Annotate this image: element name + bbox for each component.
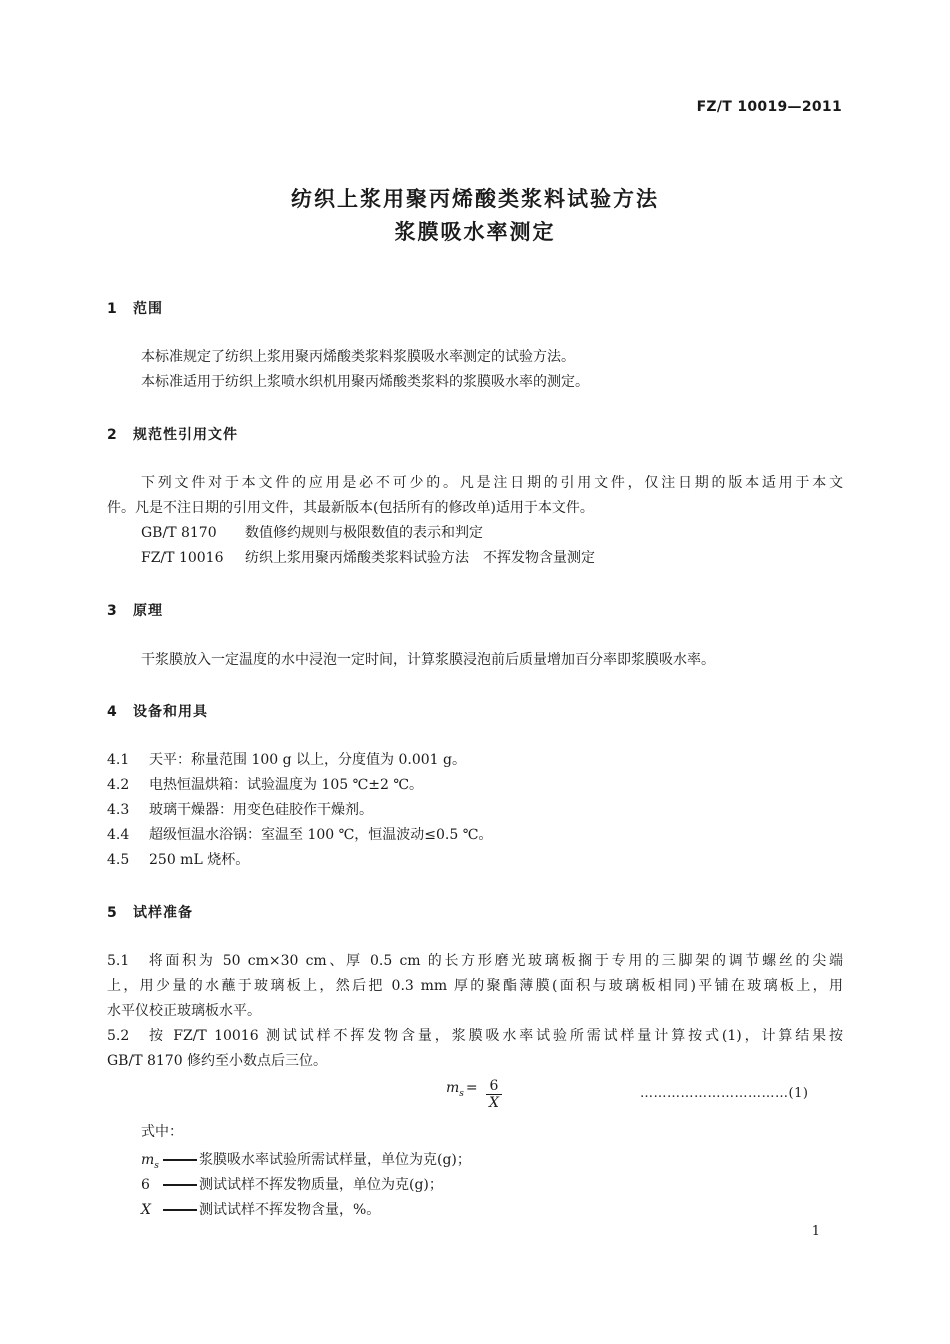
page-number: 1 bbox=[811, 1224, 820, 1239]
variable-definition bbox=[141, 1199, 380, 1219]
item-number: 4.1 bbox=[107, 752, 130, 768]
item-number: 4.3 bbox=[107, 802, 130, 818]
formula-lhs bbox=[446, 1080, 478, 1099]
definition-dash bbox=[163, 1159, 197, 1161]
reference-title: 纺织上浆用聚丙烯酸类浆料试验方法 不挥发物含量测定 bbox=[245, 550, 595, 566]
where-label: 式中： bbox=[141, 1124, 183, 1140]
item-number: 4.2 bbox=[107, 777, 130, 793]
formula-subscript: s bbox=[459, 1088, 464, 1099]
clause-5-1-line: 上，用少量的水蘸于玻璃板上，然后把 0.3 mm 厚的聚酯薄膜(面积与玻璃板相同)平铺在玻璃板上，用 bbox=[107, 978, 843, 994]
section-number: 3 bbox=[107, 603, 118, 619]
section-title: 原理 bbox=[133, 603, 163, 619]
definition-dash bbox=[163, 1209, 197, 1211]
clause-5-2-line: 5.2 按 FZ/T 10016 测试试样不挥发物含量，浆膜吸水率试验所需试样量计算按式(1)，计算结果按 bbox=[107, 1028, 843, 1044]
clause-5-2-line: GB/T 8170 修约至小数点后三位。 bbox=[107, 1053, 328, 1069]
item-number: 4.5 bbox=[107, 852, 130, 868]
item-text: 天平：称量范围 100 g 以上，分度值为 0.001 g。 bbox=[149, 752, 466, 768]
item-number: 4.4 bbox=[107, 827, 130, 843]
paragraph: 本标准适用于纺织上浆喷水织机用聚丙烯酸类浆料的浆膜吸水率的测定。 bbox=[141, 374, 589, 390]
paragraph: 本标准规定了纺织上浆用聚丙烯酸类浆料浆膜吸水率测定的试验方法。 bbox=[141, 349, 575, 365]
item-text: 玻璃干燥器：用变色硅胶作干燥剂。 bbox=[149, 802, 373, 818]
section-number: 2 bbox=[107, 427, 118, 443]
paragraph: 下列文件对于本文件的应用是必不可少的。凡是注日期的引用文件，仅注日期的版本适用于本文 bbox=[141, 475, 843, 491]
section-4-heading bbox=[107, 701, 208, 721]
reference-entry bbox=[141, 523, 483, 543]
standard-code: FZ/T 10019—2011 bbox=[696, 99, 842, 115]
document-title-line1: 纺织上浆用聚丙烯酸类浆料试验方法 bbox=[291, 187, 659, 211]
variable-symbol: X bbox=[141, 1202, 151, 1218]
section-title: 规范性引用文件 bbox=[133, 427, 238, 443]
paragraph: 件。凡是不注日期的引用文件，其最新版本(包括所有的修改单)适用于本文件。 bbox=[107, 500, 594, 516]
variable-description: 测试试样不挥发物含量，%。 bbox=[199, 1202, 381, 1218]
paragraph: 干浆膜放入一定温度的水中浸泡一定时间，计算浆膜浸泡前后质量增加百分率即浆膜吸水率。 bbox=[141, 652, 715, 668]
variable-symbol: 6 bbox=[141, 1177, 150, 1193]
fraction-denominator: X bbox=[489, 1095, 499, 1111]
section-number: 1 bbox=[107, 301, 118, 317]
formula-fraction bbox=[486, 1078, 502, 1111]
item-text: 电热恒温烘箱：试验温度为 105 ℃±2 ℃。 bbox=[149, 777, 424, 793]
section-3-heading bbox=[107, 600, 163, 620]
definition-dash bbox=[163, 1184, 197, 1186]
section-5-heading bbox=[107, 902, 193, 922]
variable-definition bbox=[141, 1174, 443, 1194]
section-number: 4 bbox=[107, 704, 118, 720]
equipment-item bbox=[107, 775, 423, 795]
formula-symbol: m bbox=[446, 1080, 460, 1096]
section-1-heading bbox=[107, 298, 163, 318]
equipment-item bbox=[107, 800, 373, 820]
reference-code: GB/T 8170 bbox=[141, 525, 217, 541]
section-title: 试样准备 bbox=[133, 905, 193, 921]
document-title-line2: 浆膜吸水率测定 bbox=[394, 220, 556, 244]
item-text: 超级恒温水浴锅：室温至 100 ℃，恒温波动≤0.5 ℃。 bbox=[149, 827, 493, 843]
reference-entry bbox=[141, 548, 595, 568]
section-number: 5 bbox=[107, 905, 118, 921]
section-title: 范围 bbox=[133, 301, 163, 317]
variable-description: 浆膜吸水率试验所需试样量，单位为克(g)； bbox=[199, 1152, 471, 1168]
reference-code: FZ/T 10016 bbox=[141, 550, 224, 566]
reference-title: 数值修约规则与极限数值的表示和判定 bbox=[245, 525, 483, 541]
clause-5-1-line: 水平仪校正玻璃板水平。 bbox=[107, 1003, 261, 1019]
variable-symbol: $m_s$ bbox=[141, 1152, 159, 1171]
equipment-item bbox=[107, 825, 492, 845]
variable-description: 测试试样不挥发物质量，单位为克(g)； bbox=[199, 1177, 443, 1193]
section-2-heading bbox=[107, 424, 238, 444]
equipment-item bbox=[107, 850, 249, 870]
clause-5-1-line: 5.1 将面积为 50 cm×30 cm、厚 0.5 cm 的长方形磨光玻璃板搁于专用的三脚架的调节螺丝的尖端 bbox=[107, 953, 843, 969]
equation-number: ……………………………(1) bbox=[640, 1086, 809, 1101]
equipment-item bbox=[107, 750, 466, 770]
section-title: 设备和用具 bbox=[133, 704, 208, 720]
variable-definition bbox=[141, 1149, 471, 1171]
item-text: 250 mL 烧杯。 bbox=[149, 852, 250, 868]
formula-equals: = bbox=[465, 1080, 478, 1096]
fraction-numerator: 6 bbox=[489, 1078, 499, 1094]
